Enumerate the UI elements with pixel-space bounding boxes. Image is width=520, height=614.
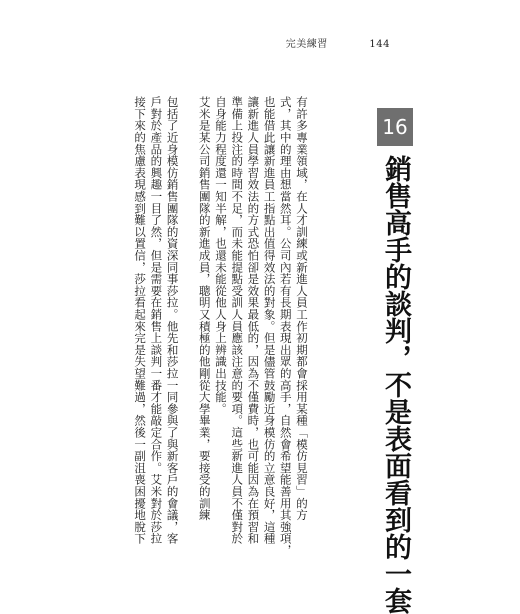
- running-head-book-title: 完美練習: [285, 39, 328, 50]
- text-line: 讓新進人員學習效法的方式恐怕卻是效果最低的，因為不僅費時，也可能因為在預習和: [246, 96, 261, 545]
- text-line: 也能借此讓新進員工指點出值得效法的對象。但是儘管鼓勵近身模仿的立意良好，這種: [262, 96, 277, 545]
- text-line: 戶對於產品的興趣一目了然，但是需要在銷售上談判一番才能敲定合作。艾米對於莎拉: [149, 96, 164, 545]
- text-line: 自身能力程度還一知半解，也還未能從他人身上辨識出技能。: [213, 96, 228, 415]
- page-number: 144: [369, 39, 390, 50]
- text-line: 有許多專業領域，在人才訓練或新進人員工作初期都會採用某種「模仿見習」的方: [295, 96, 309, 521]
- page-header: [286, 35, 390, 50]
- text-line: 準備上投注的時間不足，而未能提點受訓人員應該注意的要項。這些新進人員不僅對於: [230, 96, 245, 545]
- text-line: 接下來的焦慮表現感到難以置信，莎拉看起來完是失望難過，然後一副沮喪困擾地脫下: [133, 96, 148, 545]
- text-line: 式，其中的理由想當然耳。公司內若有長期表現出眾的高手，自然會希望能善用其強項，: [278, 96, 293, 557]
- text-line: 包括了近身模仿銷售團隊的資深同事莎拉。他先和莎拉一同參與了與新客戶的會議，客: [165, 96, 180, 545]
- text-line: 艾米是某公司銷售團隊的新進成員，聰明又積極的他剛從大學畢業，要接受的訓練: [197, 96, 212, 521]
- body-text: [130, 96, 310, 557]
- chapter-number-badge: 16: [377, 108, 413, 146]
- chapter-title: 銷售高手的談判，不是表面看到的一套: [380, 155, 411, 614]
